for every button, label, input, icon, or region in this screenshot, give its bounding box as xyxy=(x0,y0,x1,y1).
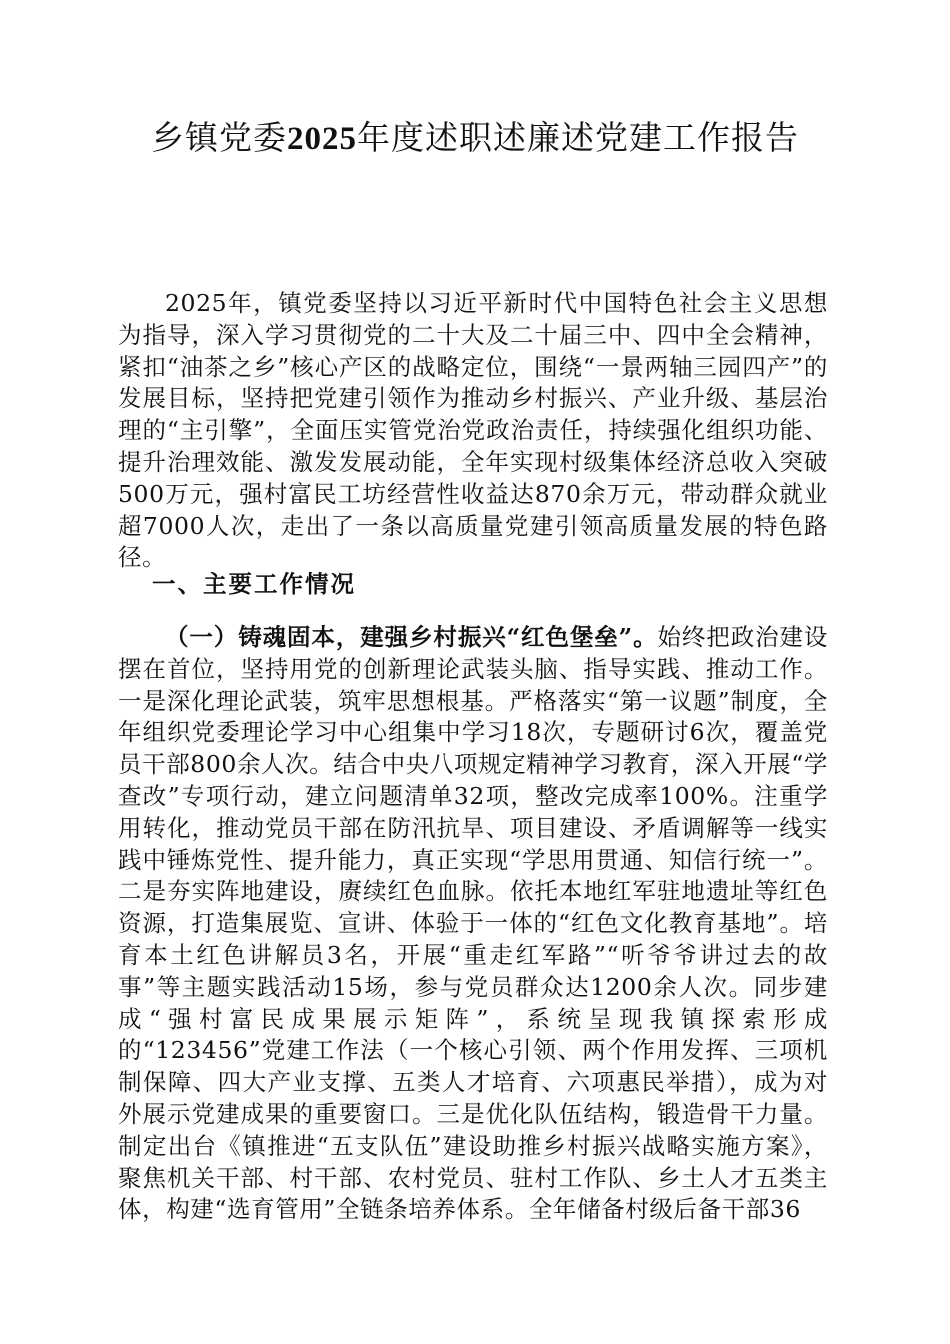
document-title xyxy=(0,112,950,165)
intro-paragraph: 2025年，镇党委坚持以习近平新时代中国特色社会主义思想为指导，深入学习贯彻党的二十大及二十届三中、四中全会精神，紧扣“油茶之乡”核心产区的战略定位，围绕“一景两轴三园四产”的发展目标，坚持把党建引领作为推动乡村振兴、产业升级、基层治理的“主引擎”，全面压实管党治党政治责任，持续强化组织功能、提升治理效能、激发发展动能，全年实现村级集体经济总收入突破500万元，强村富民工坊经营性收益达870余万元，带动群众就业超7000人次，走出了一条以高质量党建引领高质量发展的特色路径。 xyxy=(118,289,828,572)
title-prefix: 乡镇党委 xyxy=(151,118,287,157)
title-year: 2025 xyxy=(287,121,357,157)
section-heading: 一、主要工作情况 xyxy=(152,570,356,598)
subsection-paragraph xyxy=(118,622,828,1226)
subsection-lead: （一）铸魂固本，建强乡村振兴“红色堡垒”。 xyxy=(165,623,658,651)
title-suffix: 年度述职述廉述党建工作报告 xyxy=(357,118,799,157)
subsection-body: 始终把政治建设摆在首位，坚持用党的创新理论武装头脑、指导实践、推动工作。一是深化理论武装，筑牢思想根基。严格落实“第一议题”制度，全年组织党委理论学习中心组集中学习18次，专题研讨6次，覆盖党员干部800余人次。结合中央八项规定精神学习教育，深入开展“学查改”专项行动，建立问题清单32项，整改完成率100%。注重学用转化，推动党员干部在防汛抗旱、项目建设、矛盾调解等一线实践中锤炼党性、提升能力，真正实现“学思用贯通、知信行统一”。二是夯实阵地建设，赓续红色血脉。依托本地红军驻地遗址等红色资源，打造集展览、宣讲、体验于一体的“红色文化教育基地”。培育本土红色讲解员3名，开展“重走红军路”“听爷爷讲过去的故事”等主题实践活动15场，参与党员群众达1200余人次。同步建成“强村富民成果展示矩阵”，系统呈现我镇探索形成的“123456”党建工作法（一个核心引领、两个作用发挥、三项机制保障、四大产业支撑、五类人才培育、六项惠民举措），成为对外展示党建成果的重要窗口。三是优化队伍结构，锻造骨干力量。制定出台《镇推进“五支队伍”建设助推乡村振兴战略实施方案》，聚焦机关干部、村干部、农村党员、驻村工作队、乡土人才五类主体，构建“选育管用”全链条培养体系。全年储备村级后备干部36 xyxy=(118,623,828,1224)
